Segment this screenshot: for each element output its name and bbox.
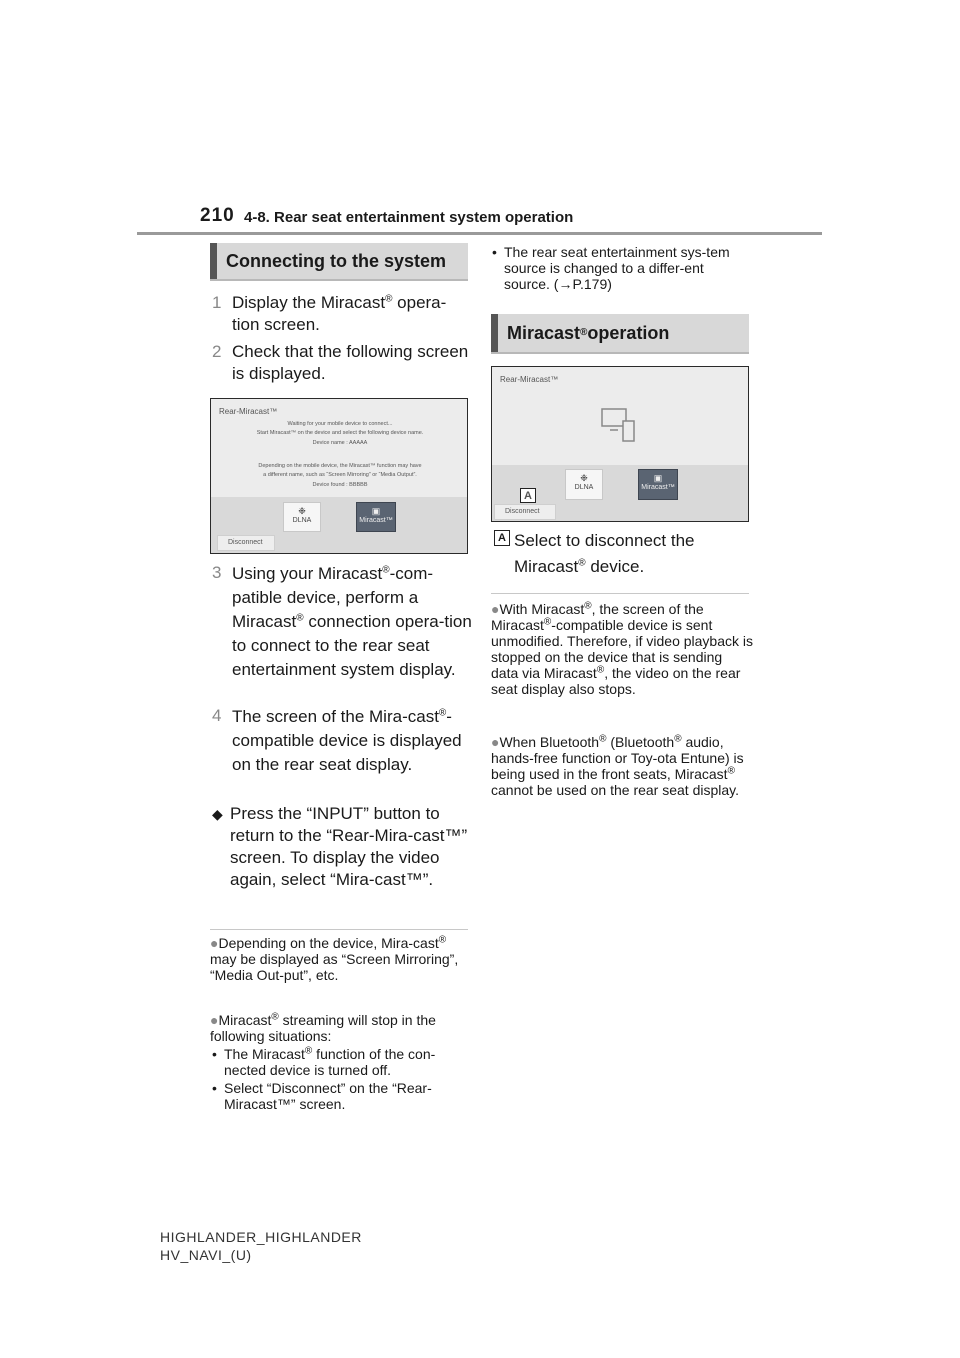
screen-line: Device name : AAAAA	[312, 440, 368, 446]
step-1: 1 Display the Miracast® opera-tion screen.	[212, 293, 447, 334]
disconnect-button[interactable]: Disconnect	[217, 535, 275, 551]
sub-item: • The Miracast® function of the con-nected device is turned off.	[212, 1045, 436, 1078]
header-rule	[137, 232, 822, 235]
step-4: 4 The screen of the Mira-cast®-compatible device is displayed on the rear seat display.	[212, 706, 462, 774]
step-3: 3 Using your Miracast®-com-patible device, perform a Miracast® connection opera-tion to connect to the rear seat entertainment system display.	[212, 563, 472, 679]
sub-item: • The rear seat entertainment sys-tem source is changed to a differ-ent source. (→P.179)	[492, 244, 730, 292]
screen-line: Start Miracast™ on the device and select the following device name.	[256, 430, 424, 436]
note-bullet-icon: ●	[210, 935, 219, 951]
screen-title: Rear-Miracast™	[500, 375, 559, 384]
miracast-icon: ▣	[653, 473, 663, 483]
section-heading-connecting	[210, 243, 468, 279]
note-rule	[491, 593, 749, 594]
step-number: 1	[212, 293, 222, 312]
sub-bullet-icon: •	[492, 244, 497, 260]
step-number: 4	[212, 706, 222, 725]
note-bluetooth: ●When Bluetooth® (Bluetooth® audio, hands-free function or Toy-ota Entune) is being used in the front seats, Miracast® cannot be used on the rear seat display.	[491, 733, 744, 798]
caption-label-a: A	[494, 530, 510, 546]
note-streaming: ●Miracast® streaming will stop in the following situations:	[210, 1011, 436, 1044]
miracast-waiting-screen	[210, 398, 468, 554]
screen-line: a different name, such as “Screen Mirroring” or “Media Output”.	[263, 472, 417, 478]
note-rule	[210, 929, 468, 930]
miracast-button[interactable]: ▣ Miracast™	[356, 502, 396, 532]
heading-rule	[210, 279, 468, 281]
screen-line: Device found : BBBBB	[312, 482, 368, 488]
step-text: The screen of the Mira-cast	[232, 707, 439, 726]
note-bullet-icon: ●	[210, 1012, 219, 1028]
step-text: Display the Miracast	[232, 293, 386, 312]
disconnect-button[interactable]: Disconnect	[494, 504, 556, 520]
note-with-miracast: ●With Miracast®, the screen of the Miracast®-compatible device is sent unmodified. Therefore, if video playback is stopped on the device that is sending data via Miracast®, the video on the rear seat display also stops.	[491, 600, 753, 697]
sub-bullet-icon: •	[212, 1080, 217, 1096]
sub-item: • Select “Disconnect” on the “Rear-Miracast™” screen.	[212, 1080, 432, 1112]
step-text: Using your Miracast	[232, 564, 383, 583]
sub-bullet-icon: •	[212, 1046, 217, 1062]
dlna-button[interactable]: ❉ DLNA	[283, 502, 321, 532]
screen-title: Rear-Miracast™	[219, 407, 278, 416]
step-number: 2	[212, 342, 222, 361]
bullet-input	[212, 803, 474, 913]
step-number: 3	[212, 563, 222, 582]
note-depending: ●Depending on the device, Mira-cast® may be displayed as “Screen Mirroring”, “Media Out-put”, etc.	[210, 934, 459, 983]
caption-disconnect: Select to disconnect the Miracast® device.	[514, 531, 695, 576]
dlna-button[interactable]: ❉ DLNA	[565, 469, 603, 500]
section-title: 4-8. Rear seat entertainment system operation	[244, 209, 574, 226]
step-2	[212, 341, 474, 385]
heading-rule	[491, 352, 749, 354]
heading-text: Connecting to the system	[226, 250, 447, 271]
callout-label-a: A	[520, 488, 536, 503]
bullet-text: Press the “INPUT” button to return to the “Rear-Mira-cast™” screen. To display the video again, select “Mira-cast™”.	[230, 804, 468, 889]
screen-line: Depending on the mobile device, the Miracast™ function may have	[258, 463, 422, 469]
note-bullet-icon: ●	[491, 601, 500, 617]
step-text: Check that the following screen is displayed.	[232, 342, 469, 383]
section-heading-operation: Miracast ® operation	[491, 314, 749, 352]
miracast-button[interactable]: ▣ Miracast™	[638, 469, 678, 500]
screen-line: Waiting for your mobile device to connect...	[287, 421, 393, 427]
note-bullet-icon: ●	[491, 734, 500, 750]
dlna-icon: ❉	[298, 506, 306, 516]
footer-line-2: HV_NAVI_(U)	[160, 1247, 252, 1263]
miracast-operation-screen	[491, 366, 749, 522]
footer-line-1: HIGHLANDER_HIGHLANDER	[160, 1229, 362, 1245]
mirroring-icon	[600, 407, 640, 443]
diamond-icon: ◆	[212, 806, 223, 822]
dlna-icon: ❉	[580, 473, 588, 483]
page-number: 210	[200, 205, 235, 226]
miracast-icon: ▣	[371, 506, 381, 516]
